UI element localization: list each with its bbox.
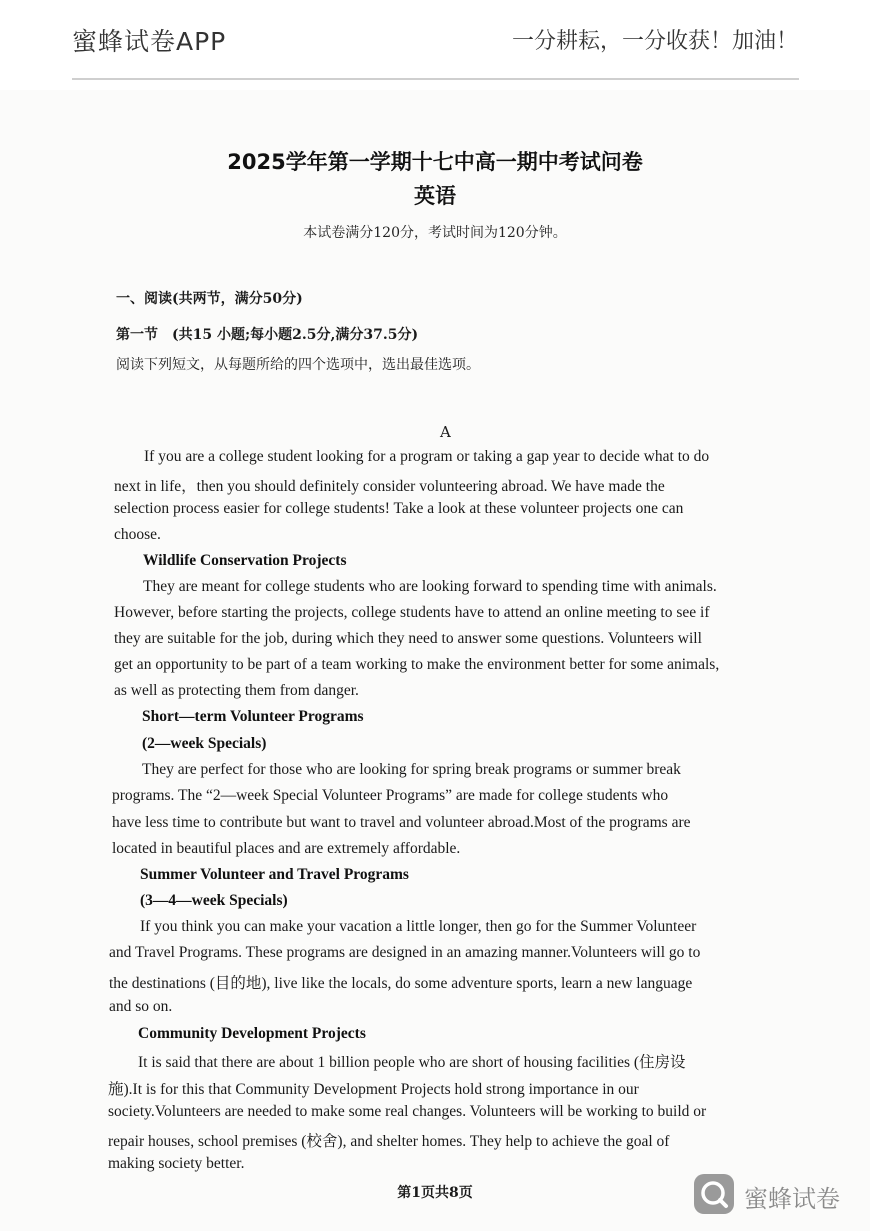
app-slogan: 一分耕耘，一分收获！加油！ xyxy=(511,29,798,54)
passage-line: they are suitable for the job, during which they need to answer some questions. Volunteers will xyxy=(114,630,702,647)
passage-letter: A xyxy=(440,423,451,441)
project-heading: Community Development Projects xyxy=(138,1025,366,1042)
passage-line: next in life，then you should definitely consider volunteering abroad. We have made the xyxy=(114,478,665,495)
part-heading: 第一节 (共15 小题;每小题2.5分,满分37.5分) xyxy=(116,327,419,343)
passage-line: get an opportunity to be part of a team working to make the environment better for some animals, xyxy=(114,656,720,673)
passage-line: They are perfect for those who are looking for spring break programs or summer break xyxy=(142,761,681,778)
passage-line: If you think you can make your vacation a little longer, then go for the Summer Volunteer xyxy=(140,918,697,935)
passage-line: society.Volunteers are needed to make some real changes. Volunteers will be working to build or xyxy=(108,1103,707,1120)
passage-line: and Travel Programs. These programs are designed in an amazing manner.Volunteers will go to xyxy=(109,944,701,961)
project-subheading: (2—week Specials) xyxy=(142,735,267,752)
passage-line: programs. The “2—week Special Volunteer Programs” are made for college students who xyxy=(112,787,669,804)
project-heading: Summer Volunteer and Travel Programs xyxy=(140,866,409,883)
passage-line: However, before starting the projects, college students have to attend an online meeting to see if xyxy=(114,604,710,621)
watermark-text: 蜜蜂试卷 xyxy=(744,1185,840,1213)
passage-line: If you are a college student looking for a program or taking a gap year to decide what to do xyxy=(144,448,710,465)
passage-line: selection process easier for college students! Take a look at these volunteer projects one can xyxy=(114,500,684,517)
passage-line: choose. xyxy=(114,526,161,543)
magnifier-logo-icon xyxy=(694,1174,734,1214)
passage-line: as well as protecting them from danger. xyxy=(114,682,359,699)
passage-line: They are meant for college students who are looking forward to spending time with animals. xyxy=(143,578,717,595)
passage-line: and so on. xyxy=(109,998,173,1015)
exam-subject: 英语 xyxy=(414,184,456,208)
exam-note: 本试卷满分120分，考试时间为120分钟。 xyxy=(303,225,567,241)
instruction-text: 阅读下列短文，从每题所给的四个选项中，选出最佳选项。 xyxy=(116,357,480,373)
passage-line: It is said that there are about 1 billion people who are short of housing facilities (住房设 xyxy=(138,1054,686,1071)
project-subheading: (3—4—week Specials) xyxy=(140,892,288,909)
passage-line: making society better. xyxy=(108,1155,245,1172)
project-heading: Wildlife Conservation Projects xyxy=(143,552,347,569)
passage-line: 施).It is for this that Community Development Projects hold strong importance in our xyxy=(108,1081,639,1098)
page-number: 第1页共8页 xyxy=(397,1185,473,1201)
watermark xyxy=(694,1172,854,1218)
app-header xyxy=(0,0,870,80)
header-divider xyxy=(72,78,799,80)
app-name: 蜜蜂试卷APP xyxy=(72,27,227,56)
passage-line: have less time to contribute but want to travel and volunteer abroad.Most of the programs are xyxy=(112,814,691,831)
passage-line: the destinations (目的地), live like the locals, do some adventure sports, learn a new language xyxy=(109,975,693,992)
section-heading: 一、阅读(共两节，满分50分) xyxy=(116,291,303,307)
passage-line: repair houses, school premises (校舍), and shelter homes. They help to achieve the goal of xyxy=(108,1133,670,1150)
project-heading: Short—term Volunteer Programs xyxy=(142,708,364,725)
passage-line: located in beautiful places and are extremely affordable. xyxy=(112,840,461,857)
exam-title: 2025学年第一学期十七中高一期中考试问卷 xyxy=(227,150,643,174)
